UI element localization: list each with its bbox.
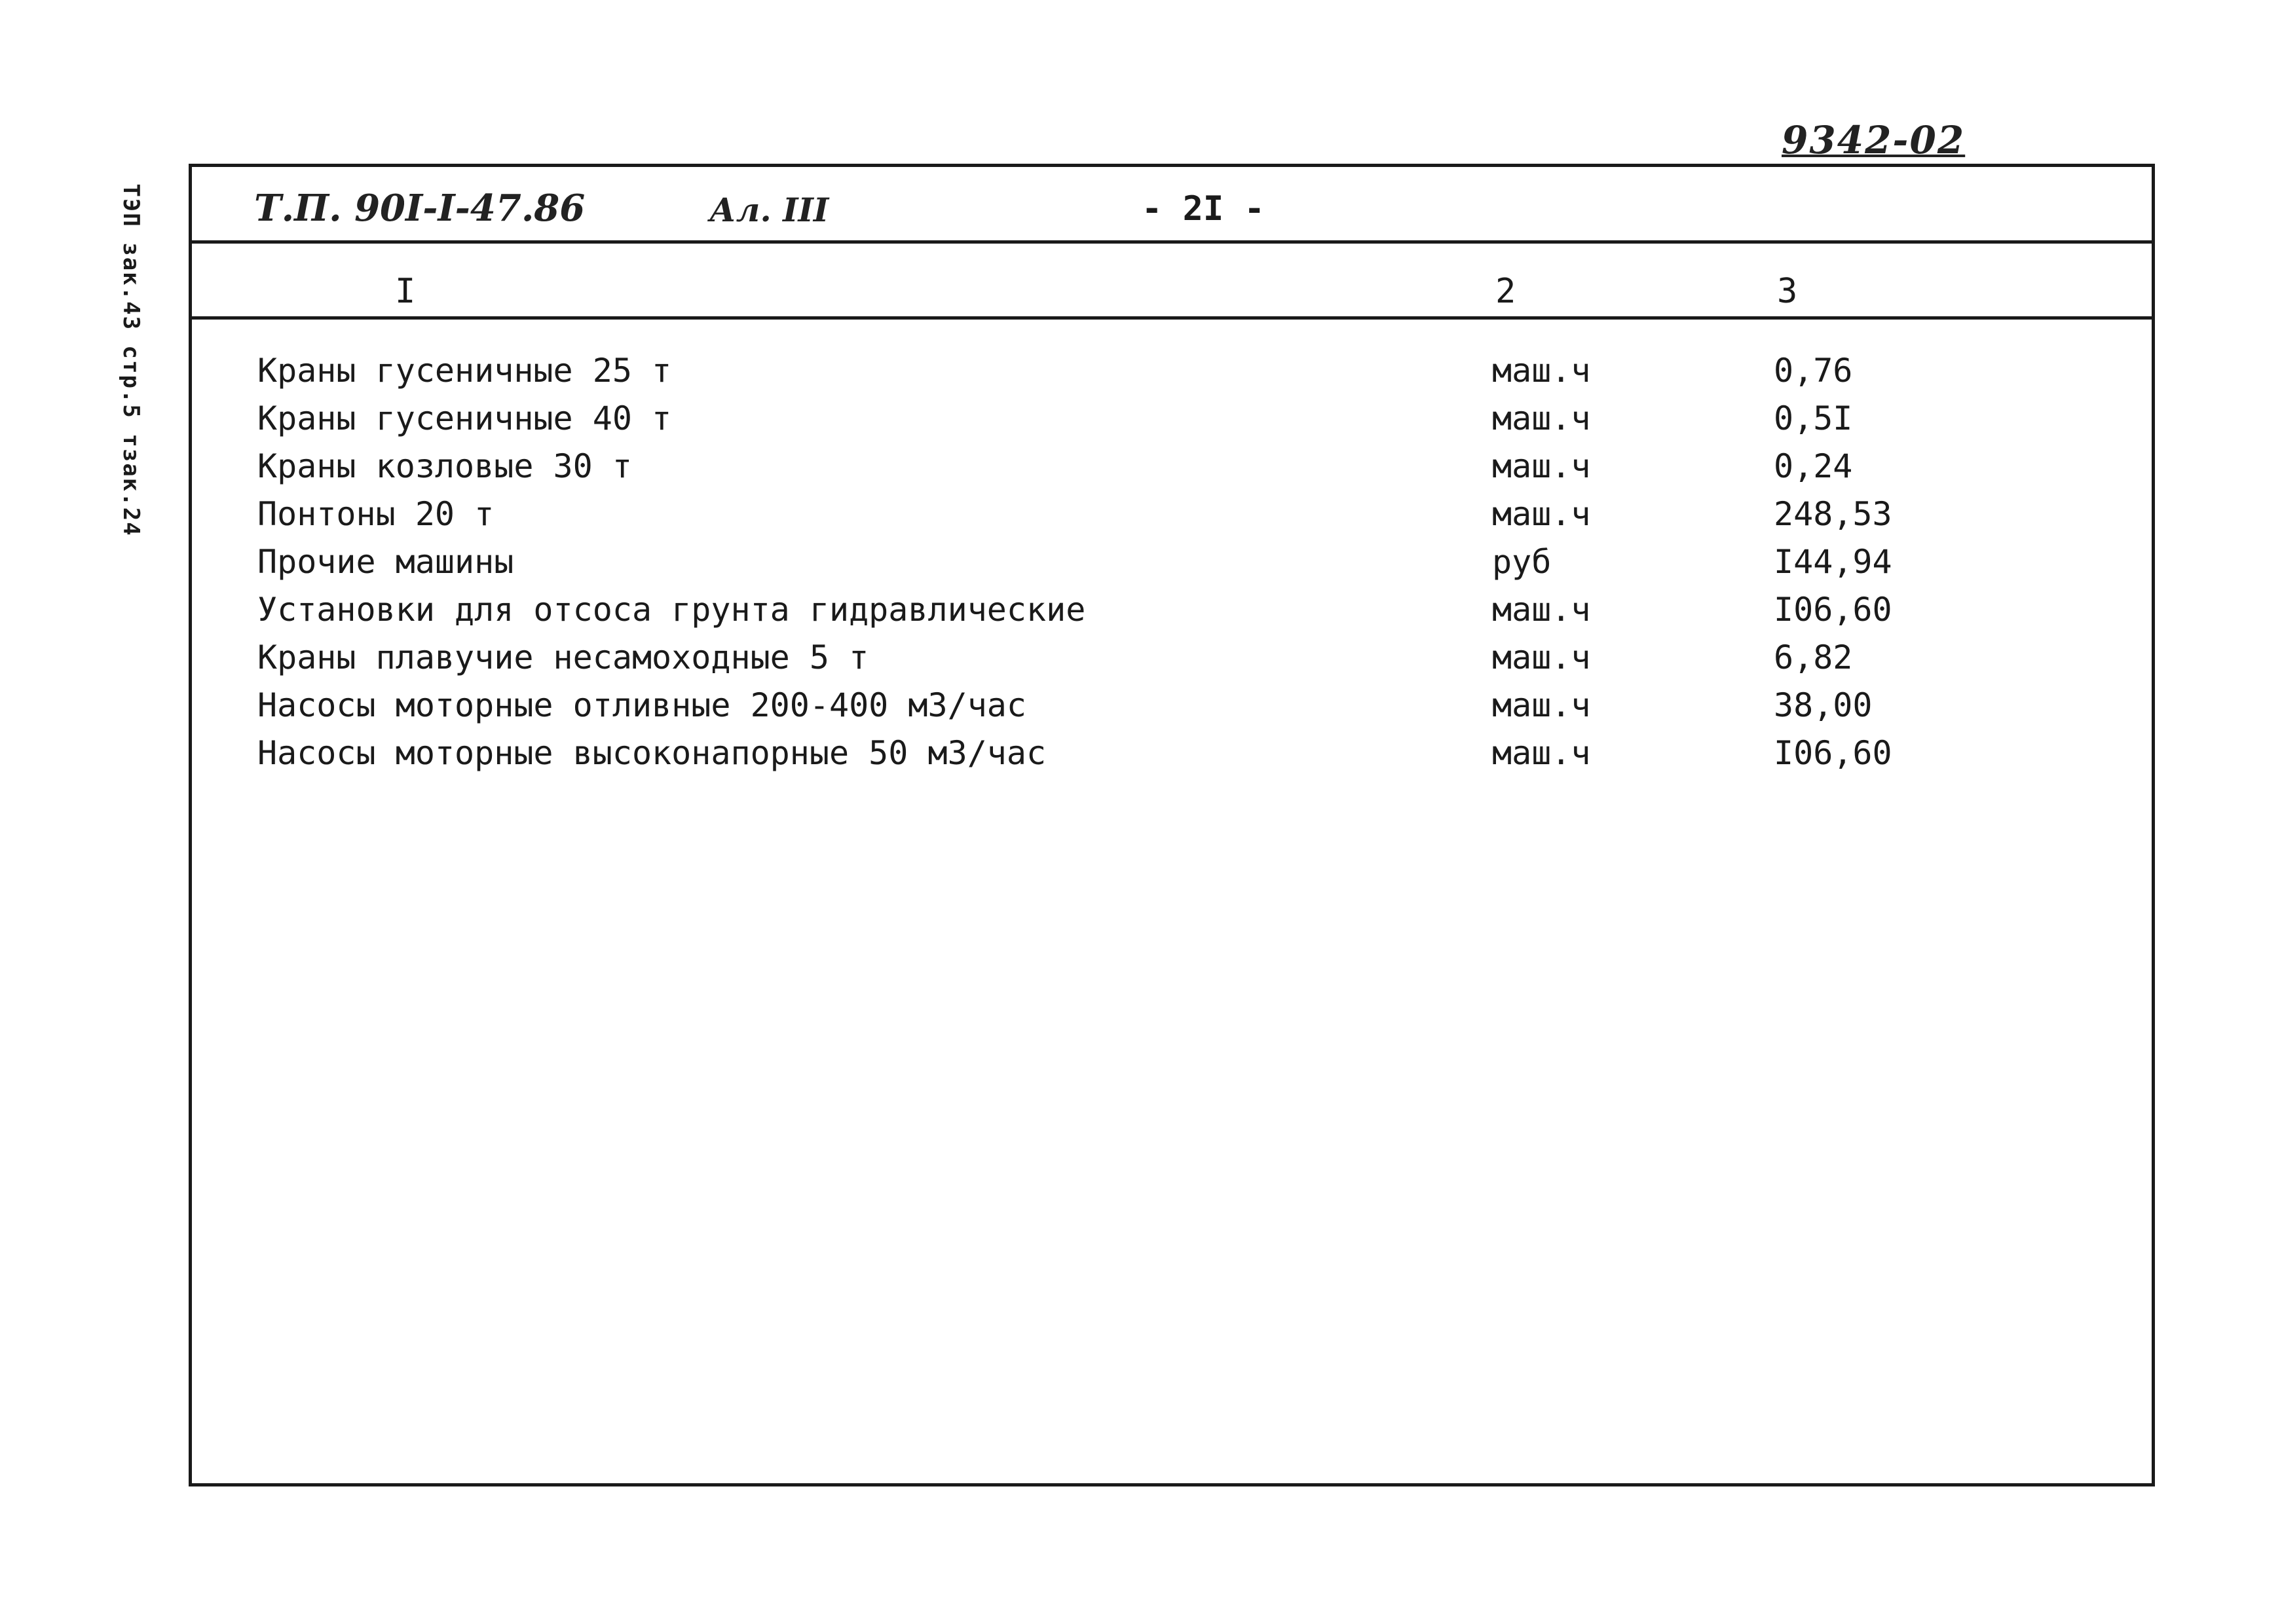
row-value: 6,82	[1774, 638, 1853, 676]
row-unit: маш.ч	[1492, 447, 1591, 485]
table-row	[192, 634, 2152, 682]
row-unit: маш.ч	[1492, 638, 1591, 676]
header-divider	[192, 240, 2152, 244]
row-unit: маш.ч	[1492, 734, 1591, 772]
row-unit: маш.ч	[1492, 495, 1591, 533]
column-header-1: I	[395, 272, 416, 311]
column-header-divider	[192, 316, 2152, 320]
row-name: Краны гусеничные 40 т	[257, 399, 672, 437]
column-header-2: 2	[1495, 272, 1516, 311]
page-number: - 2I -	[1142, 189, 1265, 229]
row-unit: маш.ч	[1492, 352, 1591, 390]
table-row	[192, 729, 2152, 777]
row-value: 38,00	[1774, 686, 1873, 724]
side-stamp	[98, 177, 164, 544]
tp-designation	[254, 187, 585, 230]
tp-code: 90I-I-47.86	[354, 187, 586, 230]
row-value: I06,60	[1774, 734, 1892, 772]
row-value: I44,94	[1774, 543, 1892, 581]
row-value: 0,76	[1774, 352, 1853, 390]
table-row	[192, 347, 2152, 395]
row-value: 0,5I	[1774, 399, 1853, 437]
table-body	[192, 347, 2152, 777]
row-name: Насосы моторные высоконапорные 50 м3/час	[257, 734, 1047, 772]
row-name: Краны козловые 30 т	[257, 447, 632, 485]
column-header-3: 3	[1777, 272, 1798, 311]
row-name: Установки для отсоса грунта гидравлические	[257, 591, 1086, 629]
side-stamp-text: ТЭП зак.43 стр.5 тзак.24	[118, 183, 144, 537]
row-value: I06,60	[1774, 591, 1892, 629]
table-row	[192, 443, 2152, 490]
table-row	[192, 395, 2152, 443]
row-unit: руб	[1492, 543, 1552, 581]
album-label: Ал. III	[709, 191, 829, 229]
table-row	[192, 490, 2152, 538]
row-unit: маш.ч	[1492, 591, 1591, 629]
table-row	[192, 538, 2152, 586]
row-value: 0,24	[1774, 447, 1853, 485]
row-unit: маш.ч	[1492, 399, 1591, 437]
tp-label: Т.П.	[254, 187, 342, 230]
row-value: 248,53	[1774, 495, 1892, 533]
document-number: 9342-02	[1782, 118, 1966, 162]
row-name: Краны плавучие несамоходные 5 т	[257, 638, 869, 676]
row-name: Понтоны 20 т	[257, 495, 495, 533]
row-name: Краны гусеничные 25 т	[257, 352, 672, 390]
table-row	[192, 682, 2152, 729]
document-frame	[189, 164, 2155, 1486]
row-name: Насосы моторные отливные 200-400 м3/час	[257, 686, 1026, 724]
row-name: Прочие машины	[257, 543, 514, 581]
table-row	[192, 586, 2152, 634]
row-unit: маш.ч	[1492, 686, 1591, 724]
